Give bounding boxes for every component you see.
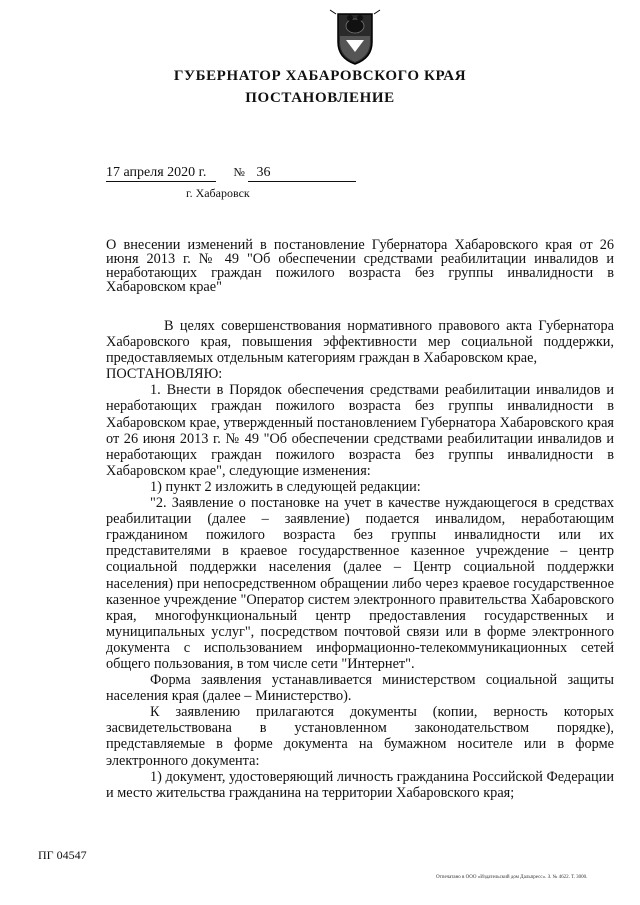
- document-body: [106, 318, 614, 801]
- body-paragraph-4: Форма заявления устанавливается министерством социальной защиты населения края (далее – Министерство).: [106, 672, 614, 705]
- document-code: ПГ 04547: [38, 848, 87, 862]
- city-name: г. Хабаровск: [186, 186, 250, 200]
- body-paragraph-1: 1. Внести в Порядок обеспечения средствами реабилитации инвалидов и неработающих граждан пожилого возраста без группы инвалидности в Хабаровском крае, утвержденный постановлением Губернатора Хабаровского края от 26 июня 2013 г. № 49 "Об обеспечении средствами реабилитации инвалидов и неработающих граждан пожилого возраста без группы инвалидности в Хабаровском крае", следующие изменения:: [106, 382, 614, 479]
- body-paragraph-6: 1) документ, удостоверяющий личность гражданина Российской Федерации и место жительства гражданина на территории Хабаровского края;: [106, 768, 614, 801]
- preamble-paragraph: В целях совершенствования нормативного правового акта Губернатора Хабаровского края, повышения эффективности мер социальной поддержки, предоставляемых отдельным категориям граждан в Хабаровском крае,: [106, 318, 614, 367]
- date-number-line: [106, 165, 356, 182]
- document-number: 36: [248, 165, 356, 182]
- coat-of-arms-emblem: [326, 6, 384, 68]
- document-date: 17 апреля 2020 г.: [106, 165, 216, 182]
- document-subject: О внесении изменений в постановление Губернатора Хабаровского края от 26 июня 2013 г. № 49 "Об обеспечении средствами реабилитации инвалидов и неработающих граждан пожилого возраста без группы инвалидности в Хабаровском крае": [106, 237, 614, 295]
- document-type-title: ПОСТАНОВЛЕНИЕ: [245, 90, 395, 106]
- decree-word: ПОСТАНОВЛЯЮ:: [106, 366, 223, 383]
- authority-title: ГУБЕРНАТОР ХАБАРОВСКОГО КРАЯ: [173, 68, 467, 84]
- number-label: №: [233, 165, 245, 179]
- printer-note: Отпечатано в ООО «Издательский дом Дальпресс». З. № 4622. Т. 3000.: [436, 875, 588, 880]
- body-paragraph-5: К заявлению прилагаются документы (копии, верность которых засвидетельствована в установленном законодательством порядке), представляемые в форме документа на бумажном носителе или в форме электронного документа:: [106, 704, 614, 769]
- body-paragraph-2: 1) пункт 2 изложить в следующей редакции:: [150, 478, 421, 495]
- body-paragraph-3: "2. Заявление о постановке на учет в качестве нуждающегося в средствах реабилитации (далее – заявление) подается инвалидом, неработающим гражданином пожилого возраста без группы инвалидности или их представителями в краевое государственное казенное учреждение – центр социальной поддержки населения (далее – Центр социальной поддержки населения) при непосредственном обращении либо через краевое государственное казенное учреждение "Оператор систем электронного правительства Хабаровского края, многофункциональный центр предоставления государственных и муниципальных услуг", посредством почтовой связи или в форме электронного документа с использованием информационно-телекоммуникационных сетей общего пользования, в том числе сети "Интернет".: [106, 495, 614, 672]
